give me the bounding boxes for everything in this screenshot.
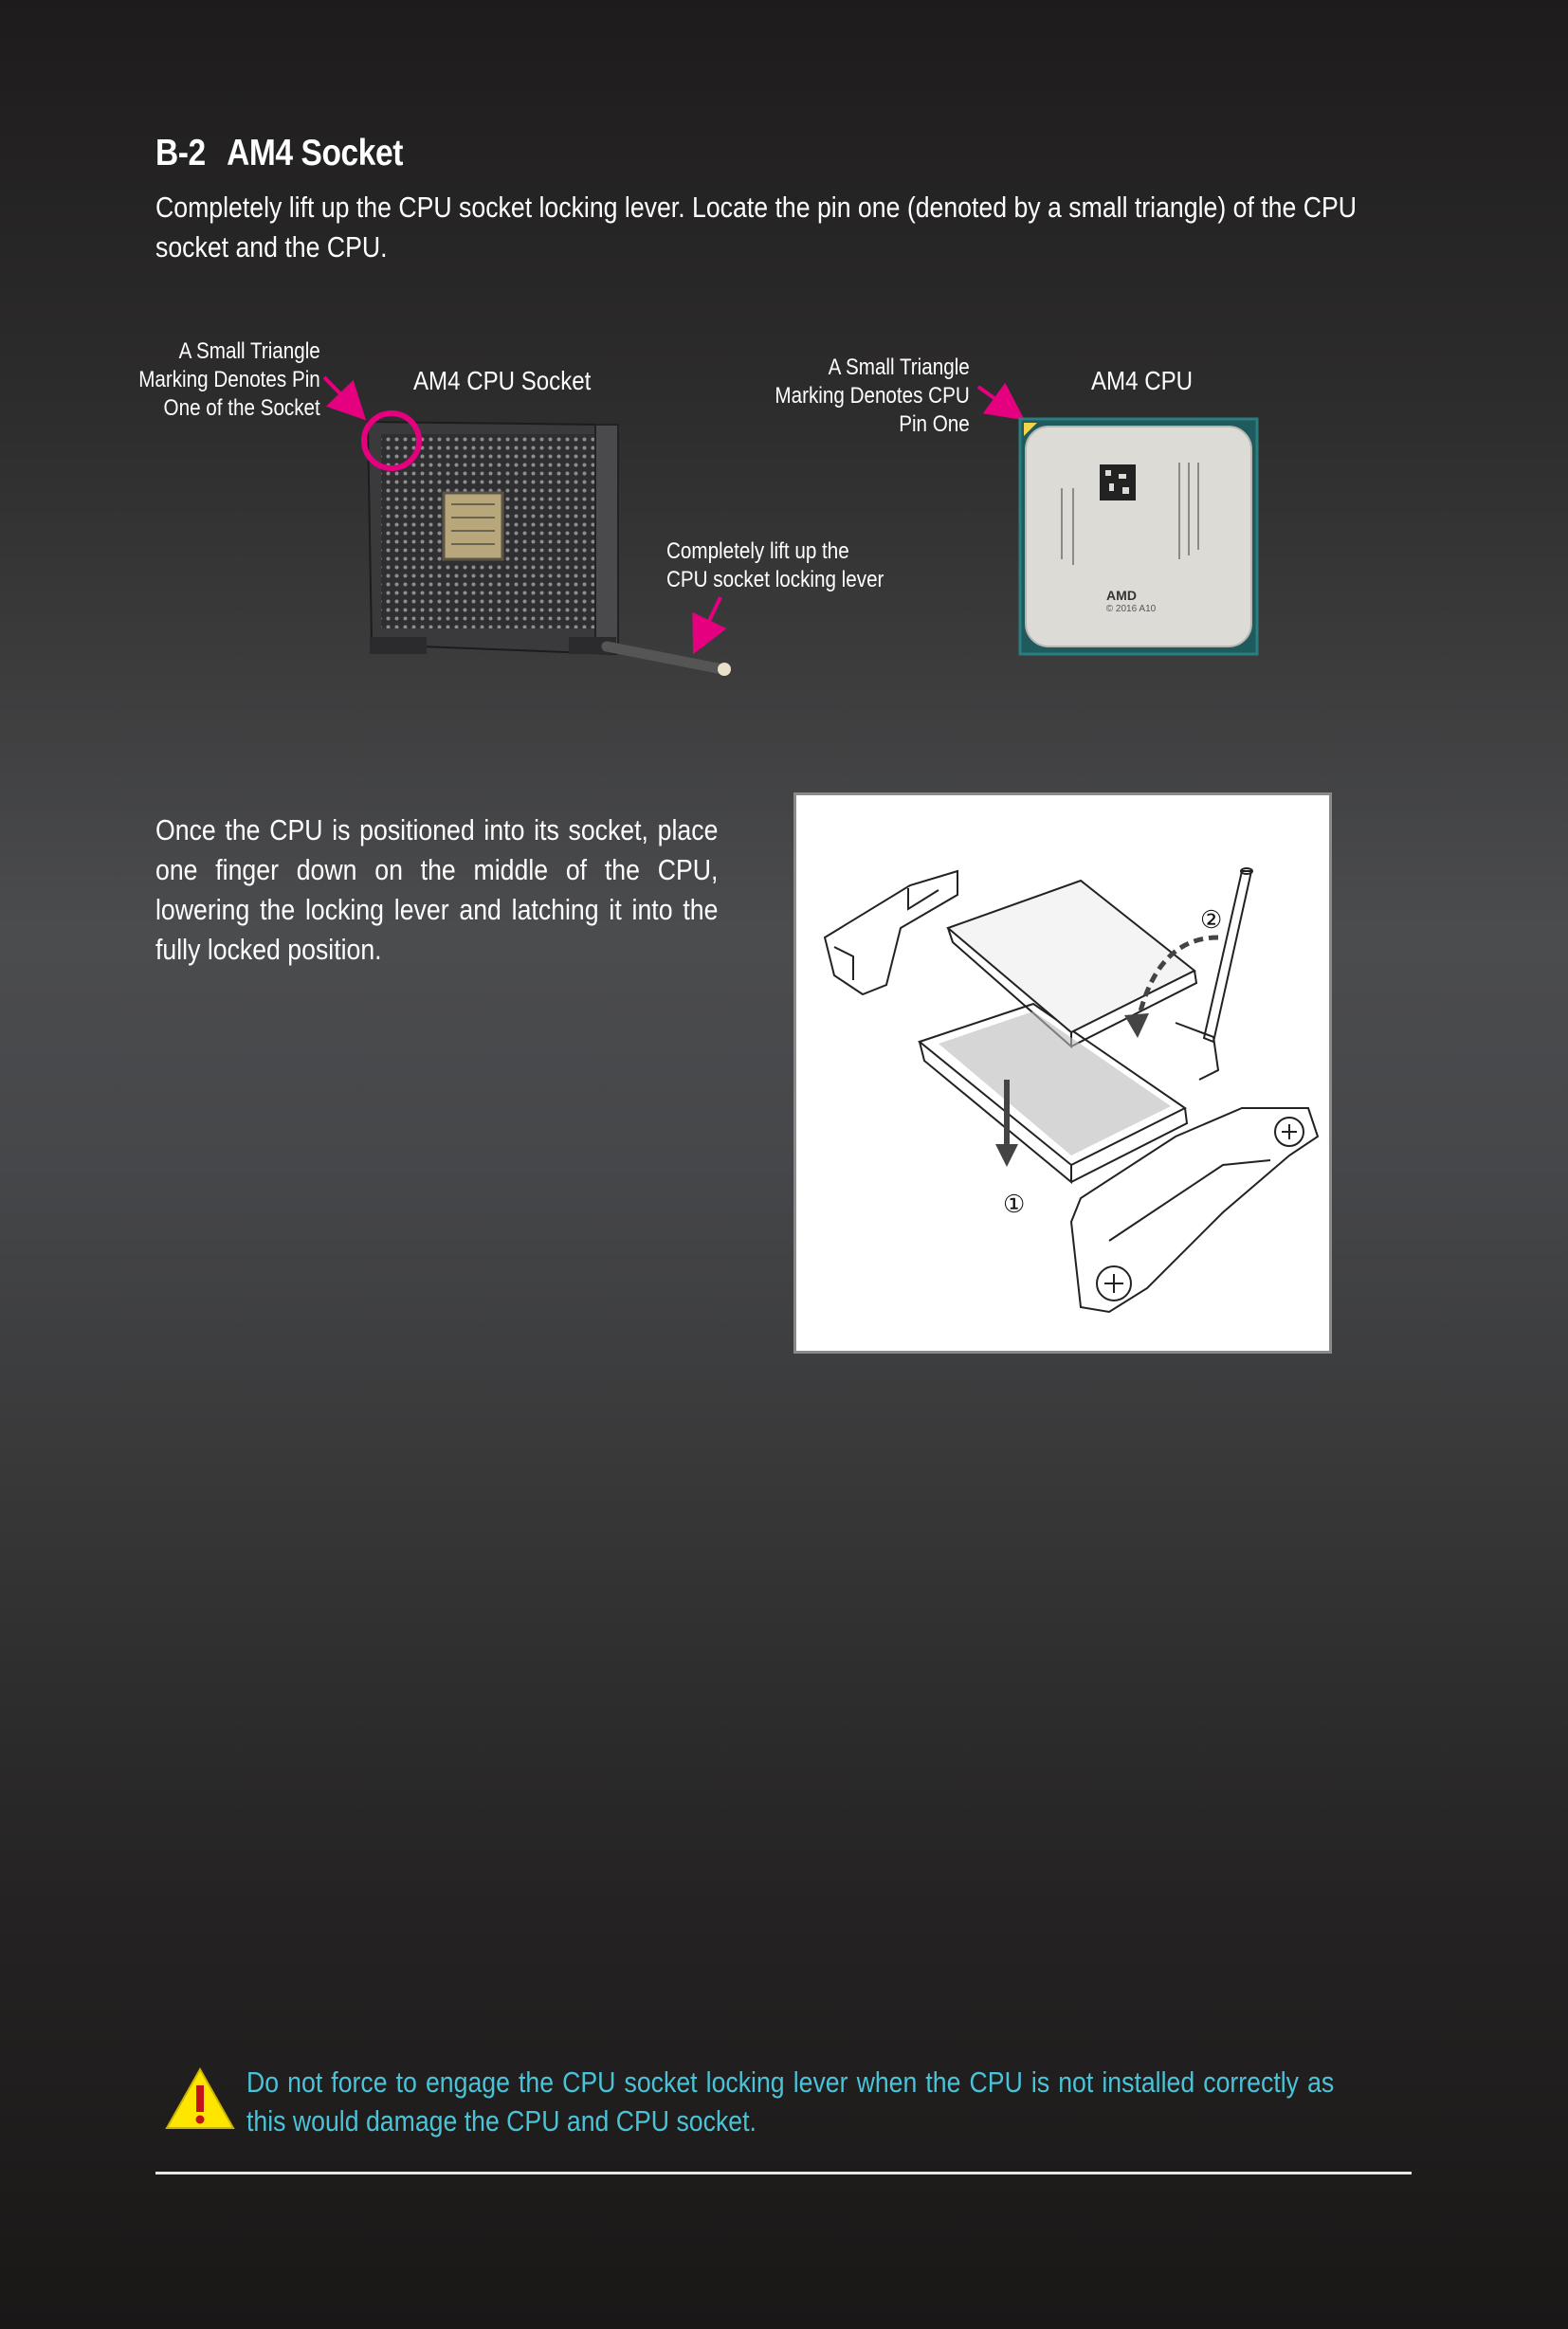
cpu-socket-image — [368, 422, 731, 676]
intro-paragraph: Completely lift up the CPU socket locking lever. Locate the pin one (denoted by a small triangle) of the CPU socket and the CPU. — [155, 191, 1358, 264]
lever-callout-line-1: Completely lift up the — [666, 538, 849, 564]
footer-rule — [155, 2172, 1412, 2174]
cpu-pin-callout-line-3: Pin One — [899, 411, 970, 437]
installation-diagram — [793, 792, 1332, 1354]
step-paragraph: Once the CPU is positioned into its socket, place one finger down on the middle of the CPU, lowering the locking lever and latching it into the fully locked position. — [155, 813, 719, 966]
cpu-pin-callout-line-2: Marking Denotes CPU — [775, 383, 970, 409]
section-heading: AM4 Socket — [227, 133, 403, 173]
lever-arrow — [700, 597, 720, 641]
section-number: B-2 — [155, 133, 206, 173]
socket-label: AM4 CPU Socket — [413, 366, 592, 395]
warning-text: Do not force to engage the CPU socket locking lever when the CPU is not installed correctly as this would damage the CPU and CPU socket. — [246, 2065, 1335, 2138]
step-2-marker: ② — [1200, 906, 1223, 935]
cpu-pin-arrow — [978, 387, 1012, 411]
installation-diagram-drawing — [796, 795, 1329, 1351]
lever-callout-line-2: CPU socket locking lever — [666, 567, 884, 592]
cpu-pin-callout-line-1: A Small Triangle — [828, 355, 970, 380]
cpu-label: AM4 CPU — [1091, 366, 1194, 395]
socket-pin-callout-line-2: Marking Denotes Pin — [138, 367, 320, 392]
cpu-image — [1020, 419, 1257, 654]
warning-icon — [165, 2066, 235, 2131]
socket-pin-arrow — [324, 377, 356, 409]
socket-pin-callout-line-1: A Small Triangle — [178, 338, 320, 364]
cpu-copyright: © 2016 A10 — [1105, 604, 1157, 614]
socket-pin-callout-line-3: One of the Socket — [163, 395, 320, 421]
step-1-marker: ① — [1003, 1191, 1026, 1219]
top-figures — [0, 0, 1568, 720]
cpu-brand: AMD — [1106, 588, 1137, 603]
